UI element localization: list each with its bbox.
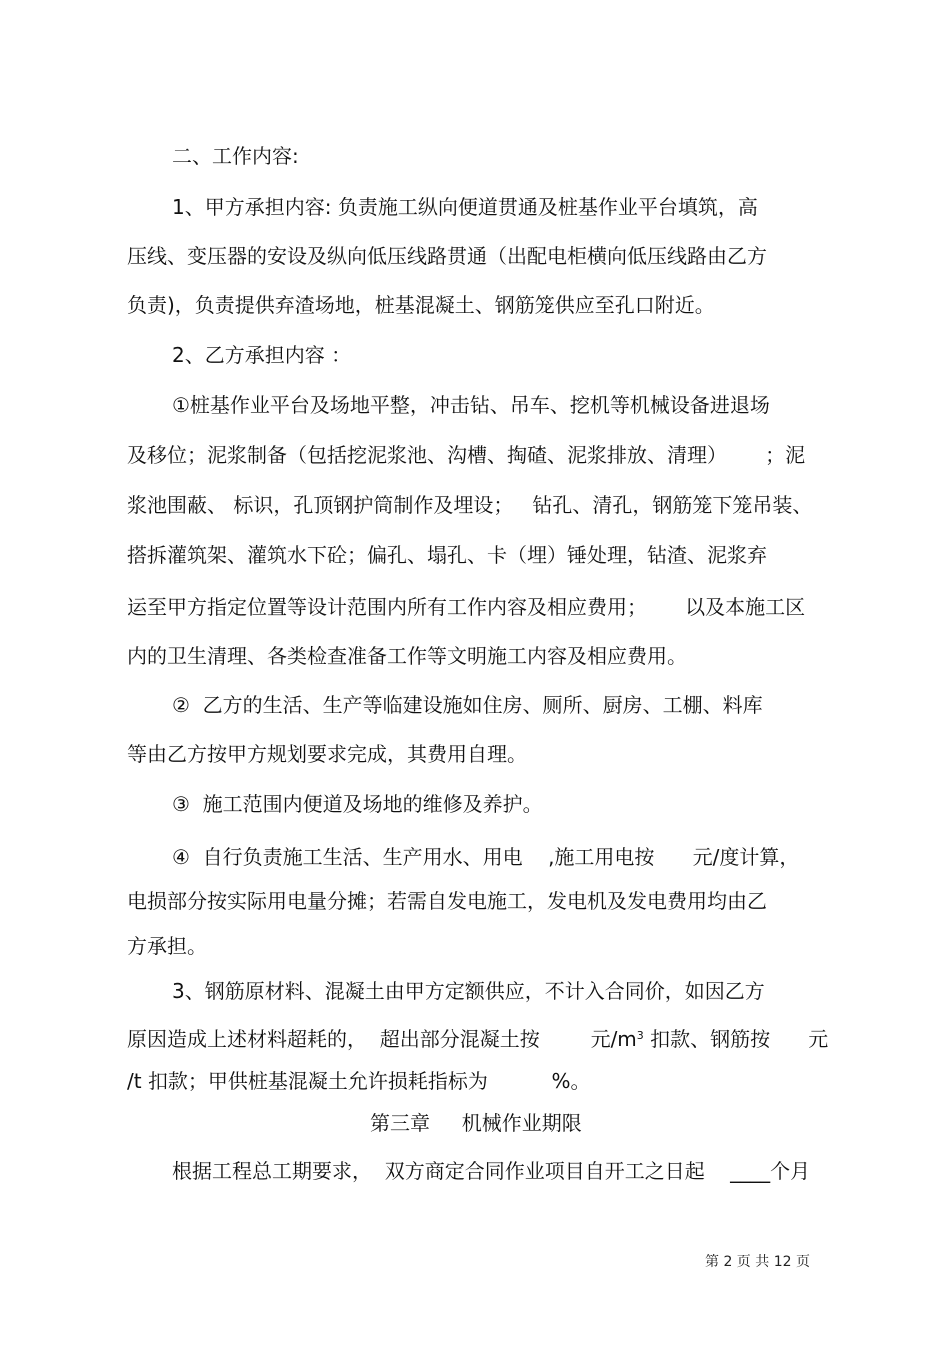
chapter-para-line1: 根据工程总工期要求， 双方商定合同作业项目自开工之日起 ____个月	[172, 1159, 811, 1183]
superscript-3: 3	[636, 1029, 644, 1042]
item2-sub2-line1: ② 乙方的生活、生产等临建设施如住房、厕所、厨房、工棚、料库	[172, 693, 763, 717]
item3-line2	[127, 1023, 828, 1052]
item3-line1: 3、钢筋原材料、混凝土由甲方定额供应，不计入合同价，如因乙方	[172, 979, 765, 1003]
chapter-title: 第三章 机械作业期限	[370, 1111, 582, 1135]
item2-sub4-line3: 方承担。	[127, 934, 207, 958]
item2-sub4-line2: 电损部分按实际用电量分摊；若需自发电施工，发电机及发电费用均由乙	[127, 889, 767, 913]
item2-sub3-line1: ③ 施工范围内便道及场地的维修及养护。	[172, 792, 543, 816]
item2-sub2-line2: 等由乙方按甲方规划要求完成，其费用自理。	[127, 742, 527, 766]
item2-sub1-line2: 及移位；泥浆制备（包括挖泥浆池、沟槽、掏碴、泥浆排放、清理） ；泥	[127, 443, 806, 467]
item2-sub4-line1: ④ 自行负责施工生活、生产用水、用电 ,施工用电按 元/度计算，	[172, 845, 800, 869]
item1-line3: 负责)，负责提供弃渣场地，桩基混凝土、钢筋笼供应至孔口附近。	[127, 293, 715, 317]
section-heading: 二、工作内容:	[172, 144, 299, 168]
item2-sub1-line3: 浆池围蔽、 标识，孔顶钢护筒制作及埋设； 钻孔、清孔，钢筋笼下笼吊装、	[127, 493, 813, 517]
item2-sub1-line1: ①桩基作业平台及场地平整，冲击钻、吊车、挖机等机械设备进退场	[172, 393, 770, 417]
item3-line3: /t 扣款；甲供桩基混凝土允许损耗指标为 %。	[127, 1069, 591, 1093]
item2-heading: 2、乙方承担内容 ：	[172, 343, 352, 367]
item2-sub1-line6: 内的卫生清理、各类检查准备工作等文明施工内容及相应费用。	[127, 644, 687, 668]
item3-line2-part-b: 扣款、钢筋按 元	[643, 1027, 829, 1051]
item2-sub1-line4: 搭拆灌筑架、灌筑水下砼；偏孔、塌孔、卡（埋）锤处理，钻渣、泥浆弃	[127, 543, 767, 567]
page-number: 第 2 页 共 12 页	[705, 1254, 810, 1270]
item1-line2: 压线、变压器的安设及纵向低压线路贯通（出配电柜横向低压线路由乙方	[127, 244, 767, 268]
item2-sub1-line5: 运至甲方指定位置等设计范围内所有工作内容及相应费用； 以及本施工区	[127, 595, 806, 619]
item3-line2-part-a: 原因造成上述材料超耗的， 超出部分混凝土按 元/m	[127, 1027, 637, 1051]
item1-line1: 1、甲方承担内容: 负责施工纵向便道贯通及桩基作业平台填筑，高	[172, 195, 758, 219]
